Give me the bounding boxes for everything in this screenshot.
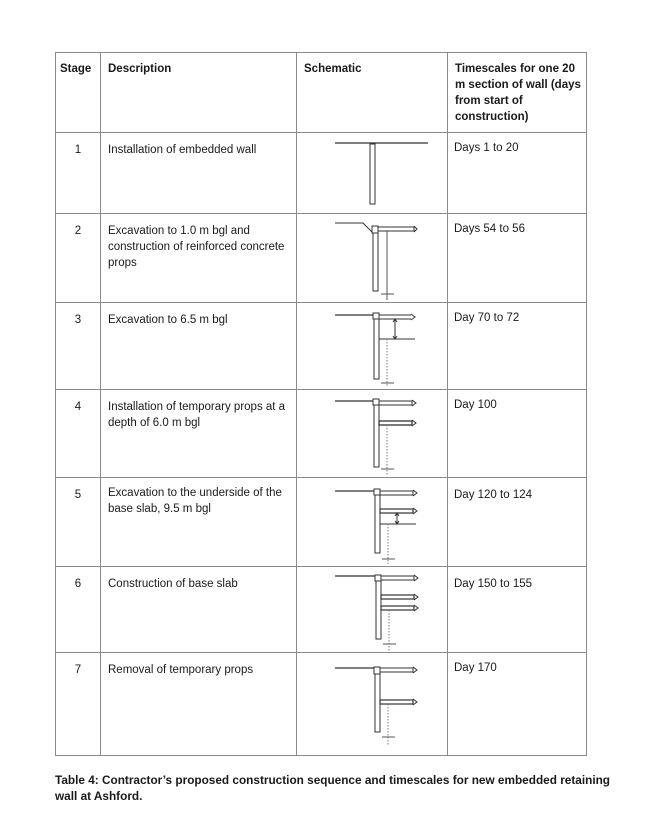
table-row — [56, 214, 587, 303]
stage-number: 2 — [56, 214, 101, 303]
stage-timescale: Day 150 to 155 — [448, 567, 587, 653]
stage-number: 5 — [56, 478, 101, 567]
stage-description: Excavation to the underside of the base slab, 9.5 m bgl — [101, 478, 297, 567]
stage-number: 3 — [56, 303, 101, 390]
stage-timescale: Day 170 — [448, 653, 587, 756]
table-row — [56, 478, 587, 567]
wall-installation-schematic-icon — [297, 133, 448, 214]
table-row — [56, 567, 587, 653]
stage-schematic — [297, 133, 448, 214]
header-schematic: Schematic — [297, 53, 448, 133]
stage-timescale: Days 54 to 56 — [448, 214, 587, 303]
stage-schematic — [297, 303, 448, 390]
stage-schematic — [297, 567, 448, 653]
excavation-6-5m-schematic-icon — [297, 303, 448, 390]
stage-description: Excavation to 6.5 m bgl — [101, 303, 297, 390]
stage-description: Excavation to 1.0 m bgl and construction of reinforced concrete props — [101, 214, 297, 303]
base-slab-schematic-icon — [297, 567, 448, 653]
construction-sequence-table — [55, 52, 587, 756]
temporary-props-schematic-icon — [297, 390, 448, 478]
stage-description: Installation of temporary props at a depth of 6.0 m bgl — [101, 390, 297, 478]
table-row — [56, 133, 587, 214]
stage-description: Removal of temporary props — [101, 653, 297, 756]
stage-number: 7 — [56, 653, 101, 756]
table-header-row — [56, 53, 587, 133]
header-timescales: Timescales for one 20 m section of wall (days from start of construction) — [448, 53, 587, 133]
stage-number: 4 — [56, 390, 101, 478]
stage-schematic — [297, 390, 448, 478]
excavation-9-5m-schematic-icon — [297, 478, 448, 567]
stage-timescale: Day 70 to 72 — [448, 303, 587, 390]
header-description: Description — [101, 53, 297, 133]
top-prop-schematic-icon — [297, 214, 448, 303]
table-row — [56, 390, 587, 478]
header-stage: Stage — [56, 53, 101, 133]
stage-description: Construction of base slab — [101, 567, 297, 653]
stage-number: 1 — [56, 133, 101, 214]
stage-number: 6 — [56, 567, 101, 653]
table-row — [56, 653, 587, 756]
table-row — [56, 303, 587, 390]
stage-timescale: Day 100 — [448, 390, 587, 478]
prop-removal-schematic-icon — [297, 653, 448, 756]
stage-timescale: Day 120 to 124 — [448, 478, 587, 567]
stage-timescale: Days 1 to 20 — [448, 133, 587, 214]
stage-schematic — [297, 653, 448, 756]
stage-description: Installation of embedded wall — [101, 133, 297, 214]
table-caption: Table 4: Contractor’s proposed construction sequence and timescales for new embedded retaining wall at Ashford. — [55, 773, 611, 803]
stage-schematic — [297, 214, 448, 303]
stage-schematic — [297, 478, 448, 567]
